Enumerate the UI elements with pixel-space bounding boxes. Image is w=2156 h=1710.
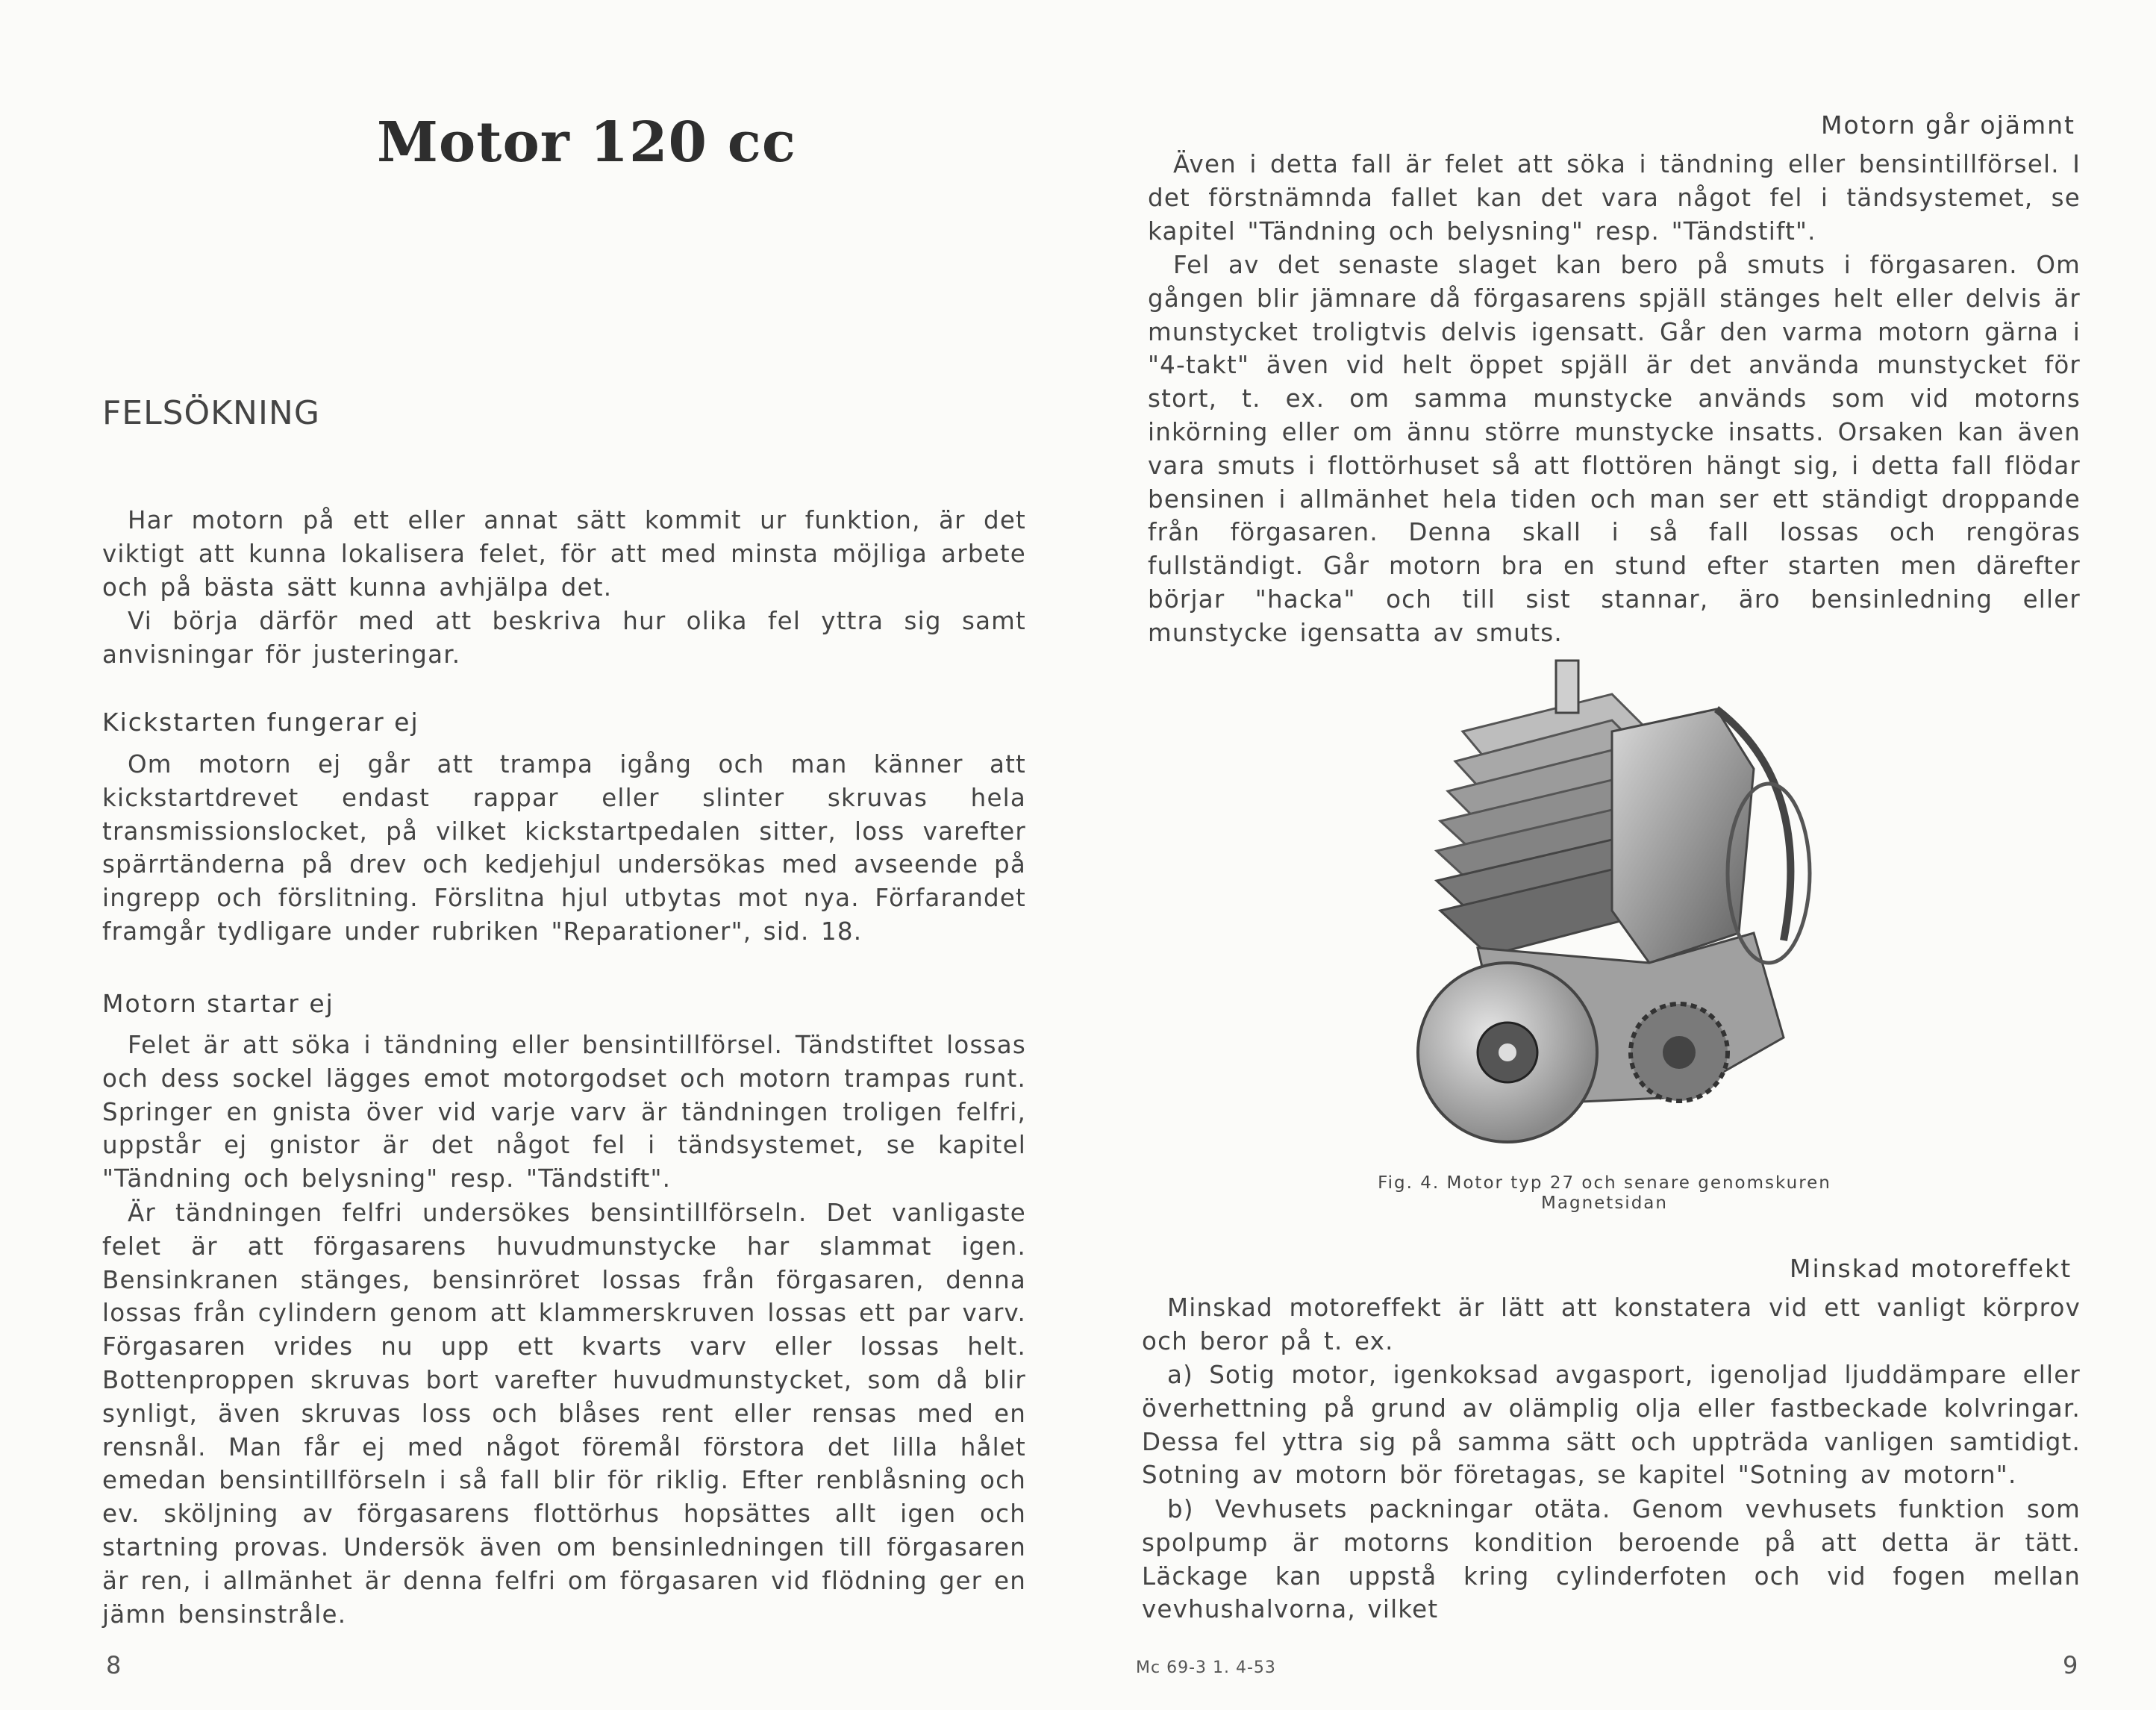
power-paragraph-2: [1142, 1358, 2081, 1492]
heading-minskad-motoreffekt: Minskad motoreffekt: [1790, 1254, 2072, 1283]
flywheel-center: [1499, 1043, 1516, 1061]
heading-motorn-gar-ojamnt: Motorn går ojämnt: [1821, 110, 2075, 140]
spark-plug: [1556, 661, 1578, 713]
heading-motor-startar-ej: Motorn startar ej: [102, 989, 334, 1018]
engine-illustration: [1366, 649, 1843, 1157]
intro-paragraph-2: [102, 605, 1026, 672]
page-number-left: 8: [106, 1651, 122, 1679]
print-code: Mc 69-3 1. 4-53: [1136, 1658, 1276, 1677]
figure-caption-line-1: Fig. 4. Motor typ 27 och senare genomskuren: [1378, 1173, 1831, 1193]
power-paragraph-3: [1142, 1493, 2081, 1626]
ojamnt-paragraph-1: [1148, 148, 2081, 248]
heading-kickstart: Kickstarten fungerar ej: [102, 708, 419, 737]
ojamnt-paragraph-2: [1148, 249, 2081, 650]
kickstart-text: Om motorn ej går att trampa igång och man känner att kickstartdrevet endast rappar eller slinter skruvas hela transmissionslocket, på vilket kickstartpedalen sitter, loss varefter spärrtänderna på drev och kedjehjul undersökas med avseende på ingrepp och förslitning. Förslitna hjul utbytas mot nya. Förfarandet framgår tydligare under rubriken "Reparationer", sid. 18.: [102, 750, 1026, 946]
startar-text-1: Felet är att söka i tändning eller bensintillförsel. Tändstiftet lossas och dess sockel lägges emot motorgodset och motorn trampas runt. Springer en gnista över vid varje varv är tändningen troligen felfri, uppstår ej gnistor är det något fel i tändsystemet, se kapitel "Tändning och belysning" resp. "Tändstift".: [102, 1031, 1026, 1193]
page-number-right: 9: [2063, 1651, 2078, 1679]
startar-text-2: Är tändningen felfri undersökes bensintillförseln. Det vanligaste felet är att förgasarens huvudmunstycke har slammat igen. Bensinkranen stänges, bensinröret lossas från förgasaren, denna lossas från cylindern genom att klammerskruven lossas ett par varv. Förgasaren vrides nu upp ett kvarts varv eller lossas helt. Bottenproppen skruvas bort varefter huvudmunstycket, som då blir synligt, även skruvas loss och blåses rent eller rensas med en rensnål. Man får ej med något föremål förstora det lilla hålet emedan bensintillförseln i så fall blir för riklig. Efter renblåsning och ev. sköljning av förgasarens flottörhus hopsättes allt igen och startning provas. Undersök även om bensinledningen till förgasaren är ren, i allmänhet är denna felfri om förgasaren vid flödning ger en jämn bensinstråle.: [102, 1199, 1026, 1629]
ojamnt-text-1: Även i detta fall är felet att söka i tändning eller bensintillförsel. I det förstnämnda fallet kan det vara något fel i tändsystemet, se kapitel "Tändning och belysning" resp. "Tändstift".: [1148, 150, 2081, 246]
intro-text-2: Vi börja därför med att beskriva hur olika fel yttra sig samt anvisningar för justeringar.: [102, 607, 1026, 669]
kickstart-paragraph: [102, 748, 1026, 949]
startar-paragraph-1: [102, 1029, 1026, 1196]
power-text-2: a) Sotig motor, igenkoksad avgasport, igenoljad ljuddämpare eller överhettning på grund av olämplig olja eller fastbeckade kolvringar. Dessa fel yttra sig på samma sätt och uppträda vanligen samtidigt. Sotning av motorn bör företagas, se kapitel "Sotning av motorn".: [1142, 1361, 2081, 1490]
startar-paragraph-2: [102, 1196, 1026, 1631]
page-title: Motor 120 cc: [377, 110, 796, 175]
intro-paragraph: [102, 504, 1026, 604]
figure-caption-line-2: Magnetsidan: [1541, 1193, 1668, 1213]
ojamnt-text-2: Fel av det senaste slaget kan bero på smuts i förgasaren. Om gången blir jämnare då förgasarens spjäll stänges helt eller delvis är munstycket troligtvis delvis igensatt. Går den varma motorn gärna i "4-takt" även vid helt öppet spjäll är det använda munstycket för stort, t. ex. om samma munstycke används som vid motorns inkörning eller om ännu större munstycke insatts. Orsaken kan även vara smuts i flottörhuset så att flottören hängt sig, i detta fall flödar bensinen i allmänhet hela tiden och man ser ett ständigt droppande från förgasaren. Denna skall i så fall lossas och rengöras fullständigt. Går motorn bra en stund efter starten men därefter börjar "hacka" och till sist stannar, äro bensinledning eller munstycke igensatta av smuts.: [1148, 251, 2081, 647]
intro-text: Har motorn på ett eller annat sätt kommit ur funktion, är det viktigt att kunna lokalisera felet, för att med minsta möjliga arbete och på bästa sätt kunna avhjälpa det.: [102, 506, 1026, 602]
power-paragraph-1: [1142, 1291, 2081, 1358]
figure-caption: [1336, 1173, 1873, 1214]
section-heading-felsokning: FELSÖKNING: [102, 394, 320, 432]
gear-hub: [1663, 1036, 1696, 1069]
power-text-1: Minskad motoreffekt är lätt att konstatera vid ett vanligt körprov och beror på t. ex.: [1142, 1294, 2081, 1355]
power-text-3: b) Vevhusets packningar otäta. Genom vevhusets funktion som spolpump är motorns kondition beroende på att detta är tätt. Läckage kan uppstå kring cylinderfoten och vid fogen mellan vevhushalvorna, vilket: [1142, 1495, 2081, 1624]
